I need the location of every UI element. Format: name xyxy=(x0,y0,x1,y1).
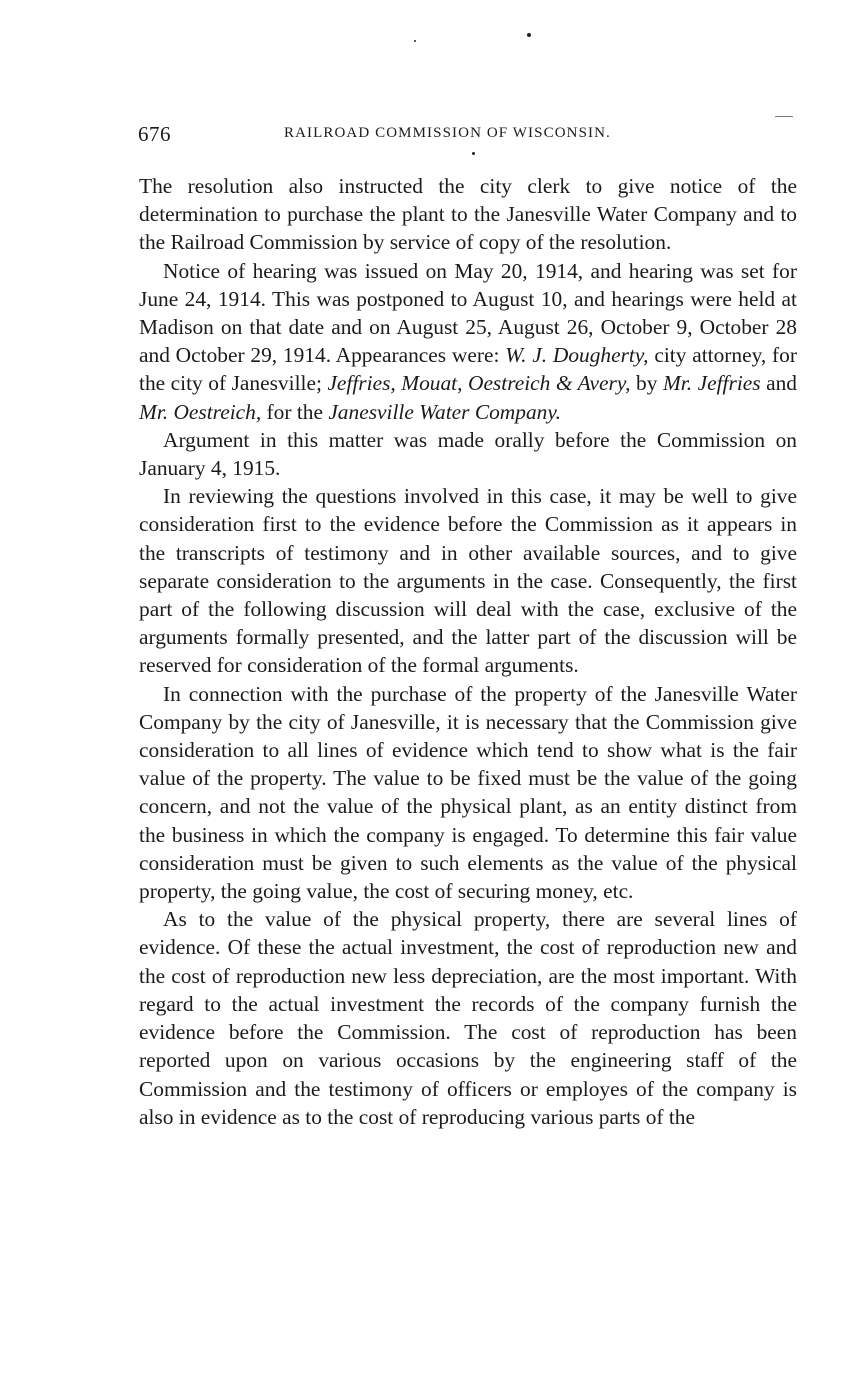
italic-text: Janesville Water Company. xyxy=(328,399,561,424)
paragraph xyxy=(139,482,797,679)
text-run: Notice of hearing was issued on May 20, 1914, and hearing was set for June 24, 1914. This was postponed to August 10, and hearings were held at Madison on that date and on August 25, August 26, October 9, October 28 and October 29, 1914. Appearances were: xyxy=(139,258,797,368)
text-run: Argument in this matter was made orally before the Commission on January 4, 1915. xyxy=(139,427,797,481)
text-run: As to the value of the physical property, there are several lines of evidence. Of these the actual investment, the cost of reproduction new and the cost of reproduction new less depreciation, are the most important. With regard to the actual investment the records of the company furnish the evidence before the Commission. The cost of reproduction has been reported upon on various occasions by the engineering staff of the Commission and the testimony of officers or employes of the company is also in evidence as to the cost of reproducing various parts of the xyxy=(139,907,797,1129)
italic-text: W. J. Dougherty, xyxy=(505,343,649,368)
paragraph xyxy=(139,257,797,426)
text-run: The resolution also instructed the city clerk to give notice of the determination to purchase the plant to the Janesville Water Company and to the Railroad Commission by service of copy of the resolution. xyxy=(139,174,797,255)
running-title: RAILROAD COMMISSION OF WISCONSIN. xyxy=(284,125,611,141)
text-run: In connection with the purchase of the property of the Janesville Water Company by the city of Janesville, it is necessary that the Commission give consideration to all lines of evidence which tend to show what is the fair value of the property. The value to be fixed must be the value of the going concern, and not the value of the physical plant, as an entity distinct from the business in which the company is engaged. To determine this fair value consideration must be given to such elements as the value of the physical property, the going value, the cost of securing money, etc. xyxy=(139,681,797,904)
body-text xyxy=(139,172,797,1131)
paragraph xyxy=(139,172,797,257)
paragraph xyxy=(139,426,797,482)
text-run: In reviewing the questions involved in this case, it may be well to give consideration first to the evidence before the Commission as it appears in the transcripts of testimony and in other available sources, and to give separate consideration to the arguments in the case. Consequently, the first part of the following discussion will deal with the case, exclusive of the arguments formally presented, and the latter part of the discussion will be reserved for consideration of the formal arguments. xyxy=(139,484,797,678)
paragraph xyxy=(139,680,797,906)
text-run: by xyxy=(630,371,663,396)
running-head xyxy=(138,122,810,146)
page-number: 676 xyxy=(138,122,171,146)
scan-speck xyxy=(472,152,475,155)
italic-text: Mr. Jeffries xyxy=(662,371,761,396)
scan-mark xyxy=(775,116,793,117)
italic-text: Mr. Oestreich, xyxy=(139,399,262,424)
scan-speck xyxy=(527,33,531,37)
text-run: for the xyxy=(261,399,329,424)
text-run: and xyxy=(760,371,798,396)
text-run: city attorney, for the city of Janesville; xyxy=(139,343,797,396)
italic-text: Jeffries, Mouat, Oestreich & Avery, xyxy=(327,371,631,396)
paragraph xyxy=(139,905,797,1131)
scan-speck xyxy=(414,40,416,42)
